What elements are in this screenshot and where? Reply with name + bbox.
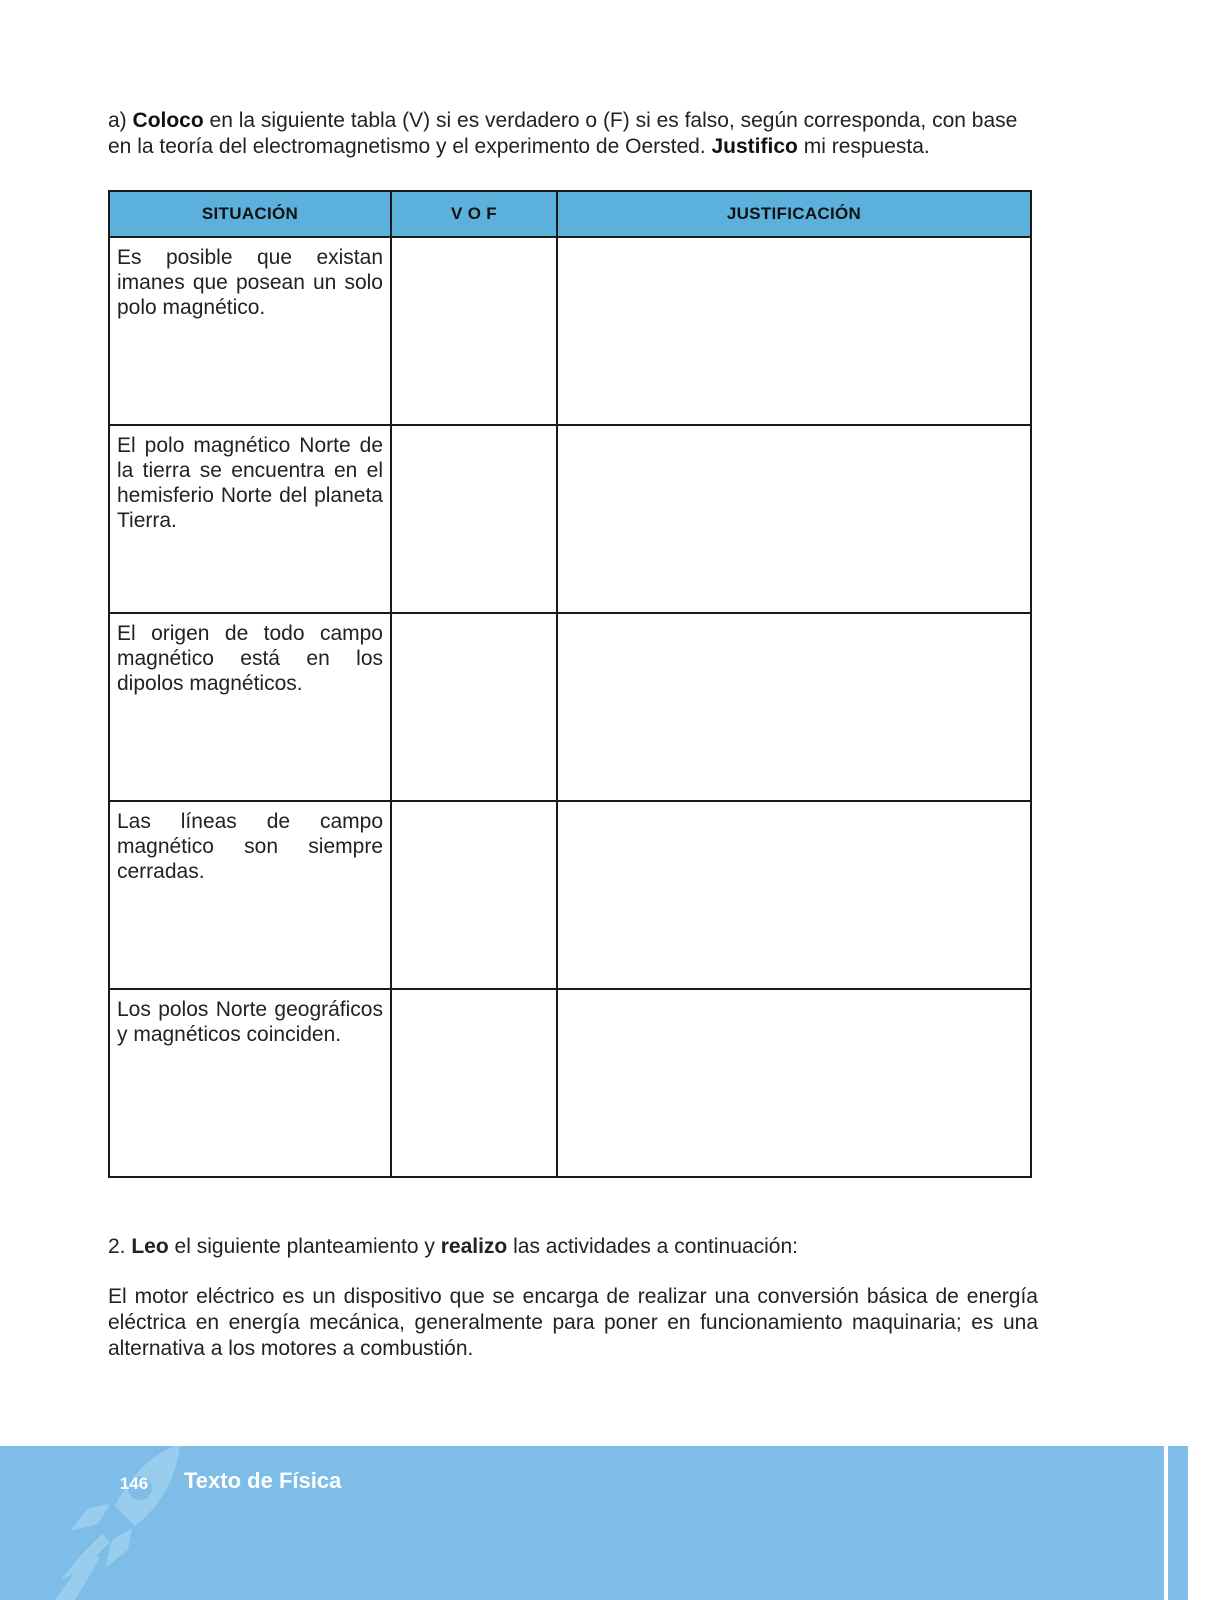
situation-text: El polo magnético Norte de la tierra se encuentra en el hemisferio Norte del planeta Tierra. bbox=[117, 434, 383, 532]
verb-coloco: Coloco bbox=[132, 109, 204, 132]
verb-realizo: realizo bbox=[440, 1235, 508, 1258]
vof-answer-cell[interactable] bbox=[391, 989, 557, 1177]
justification-answer-cell[interactable] bbox=[557, 237, 1031, 425]
section-2-heading bbox=[108, 1234, 1038, 1260]
activity-instructions bbox=[108, 108, 1038, 160]
heading-text: el siguiente planteamiento y bbox=[174, 1235, 435, 1258]
justification-answer-cell[interactable] bbox=[557, 989, 1031, 1177]
heading-text-end: las actividades a continuación: bbox=[513, 1235, 798, 1258]
situation-text: Es posible que existan imanes que posean un solo polo magnético. bbox=[117, 246, 383, 319]
header-justificacion: JUSTIFICACIÓN bbox=[557, 191, 1031, 237]
justification-answer-cell[interactable] bbox=[557, 801, 1031, 989]
table-header-row bbox=[109, 191, 1031, 237]
justification-answer-cell[interactable] bbox=[557, 425, 1031, 613]
justification-answer-cell[interactable] bbox=[557, 613, 1031, 801]
section-2 bbox=[108, 1234, 1038, 1362]
vof-answer-cell[interactable] bbox=[391, 801, 557, 989]
verb-leo: Leo bbox=[131, 1235, 169, 1258]
situation-text: El origen de todo campo magnético está en los dipolos magnéticos. bbox=[117, 622, 383, 695]
true-false-table bbox=[108, 190, 1032, 1178]
vof-answer-cell[interactable] bbox=[391, 613, 557, 801]
book-title: Texto de Física bbox=[184, 1468, 342, 1493]
header-v-o-f: V O F bbox=[391, 191, 557, 237]
situation-cell bbox=[109, 801, 391, 989]
rocket-icon bbox=[40, 1446, 190, 1600]
situation-text: Las líneas de campo magnético son siempre cerradas. bbox=[117, 810, 383, 883]
verb-justifico: Justifico bbox=[711, 135, 798, 158]
table-row bbox=[109, 989, 1031, 1177]
situation-text: Los polos Norte geográficos y magnéticos coinciden. bbox=[117, 998, 383, 1046]
vof-answer-cell[interactable] bbox=[391, 237, 557, 425]
table-row bbox=[109, 425, 1031, 613]
footer-edge-strip bbox=[1168, 1446, 1188, 1600]
activity-label: a) bbox=[108, 109, 127, 132]
situation-cell bbox=[109, 237, 391, 425]
section-number: 2. bbox=[108, 1235, 126, 1258]
vof-answer-cell[interactable] bbox=[391, 425, 557, 613]
situation-cell bbox=[109, 425, 391, 613]
table-row bbox=[109, 801, 1031, 989]
motor-paragraph: El motor eléctrico es un dispositivo que se encarga de realizar una conversión básica de energía eléctrica en energía mecánica, generalmente para poner en funcionamiento maquinaria; es una alternativa a los motores a combustión. bbox=[108, 1285, 1038, 1360]
situation-cell bbox=[109, 989, 391, 1177]
instructions-text-end: mi respuesta. bbox=[803, 135, 930, 158]
table-row bbox=[109, 237, 1031, 425]
situation-cell bbox=[109, 613, 391, 801]
table-row bbox=[109, 613, 1031, 801]
page-number: 146 bbox=[119, 1474, 149, 1493]
header-situacion: SITUACIÓN bbox=[109, 191, 391, 237]
instructions-text: en la siguiente tabla (V) si es verdadero o (F) si es falso, según corresponda, con base en la teoría del electromagnetismo y el experimento de Oersted. bbox=[108, 109, 1018, 158]
